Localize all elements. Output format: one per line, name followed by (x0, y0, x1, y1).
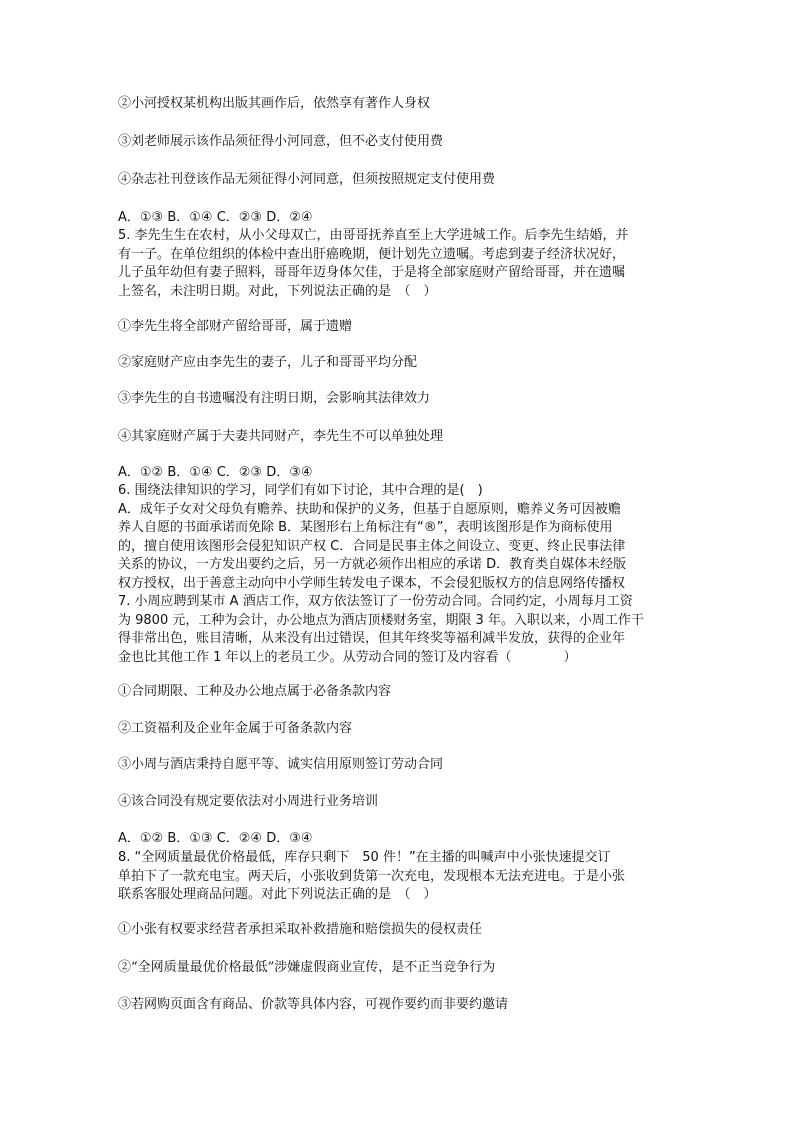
q8-statement-2: ②“全网质量最优价格最低”涉嫌虚假商业宣传，是不正当竞争行为 (118, 960, 496, 975)
q8-stem (118, 849, 678, 905)
q6-block (118, 482, 678, 594)
q8-statement-1: ①小张有权要求经营者承担采取补救措施和赔偿损失的侵权责任 (118, 922, 483, 937)
q4-options: A．①③ B．①④ C．②③ D．②④ (118, 210, 313, 225)
q7-stem-line: 7. 小周应聘到某市 A 酒店工作，双方依法签订了一份劳动合同。合同约定，小周每月工资 (118, 594, 633, 609)
q6-option-line: A．成年子女对父母负有赡养、扶助和保护的义务，但基于自愿原则，赡养义务可因被赡 (118, 501, 621, 517)
q4-statement-4: ④杂志社刊登该作品无须征得小河同意，但须按照规定支付使用费 (118, 172, 496, 187)
q8-stem-line: 单拍下了一款充电宝。两天后，小张收到货第一次充电，发现根本无法充进电。于是小张 (118, 868, 626, 884)
q5-statement-2: ②家庭财产应由李先生的妻子，儿子和哥哥平均分配 (118, 355, 418, 370)
q7-stem-line: 为 9800 元，工种为会计，办公地点为酒店顶楼财务室，期限 3 年。入职以来，小周工作干 (118, 612, 644, 628)
q7-stem (118, 593, 678, 667)
q6-option-line: 的，擅自使用该图形会侵犯知识产权 C．合同是民事主体之间设立、变更、终止民事法律 (118, 538, 626, 554)
q7-statement-1: ①合同期限、工种及办公地点属于必备条款内容 (118, 684, 392, 699)
q5-statement-4: ④其家庭财产属于夫妻共同财产，李先生不可以单独处理 (118, 429, 444, 444)
q5-stem-line: 有一子。在单位组织的体检中查出肝癌晚期，便计划先立遗嘱。考虑到妻子经济状况好， (118, 246, 626, 262)
q5-statement-1: ①李先生将全部财产留给哥哥，属于遗赠 (118, 319, 353, 334)
q7-stem-line: 得非常出色，账目清晰，从来没有出过错误，但其年终奖等福利减半发放，获得的企业年 (118, 631, 626, 647)
q7-statement-3: ③小周与酒店秉持自愿平等、诚实信用原则签订劳动合同 (118, 757, 444, 772)
q6-stem-line: 6. 围绕法律知识的学习，同学们有如下讨论，其中合理的是( ) (118, 483, 483, 498)
q4-statement-3: ③刘老师展示该作品须征得小河同意，但不必支付使用费 (118, 134, 444, 149)
q7-statement-4: ④该合同没有规定要依法对小周进行业务培训 (118, 794, 379, 809)
q7-stem-line: 金也比其他工作 1 年以上的老员工少。从劳动合同的签订及内容看（ ） (118, 649, 577, 665)
q5-stem-line: 5. 李先生生在农村，从小父母双亡，由哥哥抚养直至上大学进城工作。后李先生结婚，并 (118, 228, 629, 243)
q6-option-line: 权方授权，出于善意主动向中小学师生转发电子课本，不会侵犯版权方的信息网络传播权 (118, 575, 626, 591)
q5-stem (118, 227, 678, 301)
q8-statement-3: ③若网购页面含有商品、价款等具体内容，可视作要约而非要约邀请 (118, 997, 509, 1012)
q5-stem-line: 上签名，未注明日期。对此，下列说法正确的是 （ ） (118, 283, 437, 299)
q8-stem-line: 联系客服处理商品问题。对此下列说法正确的是 （ ） (118, 887, 437, 903)
q6-option-line: 关系的协议，一方发出要约之后，另一方就必须作出相应的承诺 D．教育类自媒体未经版 (118, 557, 627, 573)
q7-statement-2: ②工资福利及企业年金属于可备条款内容 (118, 721, 353, 736)
q7-options: A．①② B．①③ C．②④ D．③④ (118, 831, 313, 846)
q8-stem-line: 8. “全网质量最优价格最低，库存只剩下 50 件！”在主播的叫喊声中小张快速提交订 (118, 850, 611, 865)
q5-stem-line: 儿子虽年幼但有妻子照料，哥哥年迈身体欠佳，于是将全部家庭财产留给哥哥，并在遗嘱 (118, 265, 626, 281)
q5-statement-3: ③李先生的自书遗嘱没有注明日期，会影响其法律效力 (118, 391, 431, 406)
q5-options: A．①② B．①④ C．②③ D．③④ (118, 465, 313, 480)
q4-statement-2: ②小河授权某机构出版其画作后，依然享有著作人身权 (118, 96, 431, 111)
q6-option-line: 养人自愿的书面承诺而免除 B．某图形右上角标注有“®”，表明该图形是作为商标使用 (118, 520, 613, 536)
